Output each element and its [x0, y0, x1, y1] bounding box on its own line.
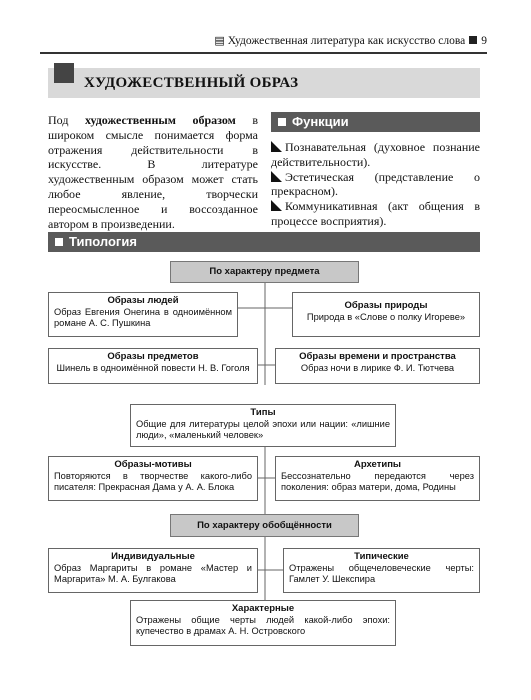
box-characteristic — [130, 600, 396, 646]
book-icon: ▤ — [214, 35, 225, 48]
box-text: Образ Маргариты в романе «Мастер и Маргарита» М. А. Булгакова — [54, 562, 252, 585]
box-text: Природа в «Слове о полку Игореве» — [306, 311, 466, 322]
box-text: Шинель в одноимённой повести Н. В. Гоголя — [56, 362, 250, 373]
box-typical — [283, 548, 480, 593]
box-text: Бессознательно передаются через поколения: образ матери, дома, Родины — [281, 470, 474, 493]
box-individual — [48, 548, 258, 593]
box-object-images — [48, 348, 258, 384]
intro-post: в широком смысле понимается форма отражения действительности в искусстве. В литературе художественным образом может стать любое явление, творчески переосмысленное и воссозданное автором в произведении. — [48, 113, 258, 231]
group-by-generalization-label: По характеру обобщённости — [170, 514, 359, 537]
functions-heading: Функции — [292, 114, 349, 129]
running-title: Художественная литература как искусство слова — [227, 35, 466, 47]
box-title: Типы — [250, 407, 276, 418]
group-by-subject-label: По характеру предмета — [170, 261, 359, 283]
box-nature-images — [292, 292, 480, 337]
intro-pre: Под — [48, 113, 85, 127]
box-text: Образ Евгения Онегина в одноимённом романе А. С. Пушкина — [54, 306, 232, 329]
box-text: Образ ночи в лирике Ф. И. Тютчева — [300, 362, 455, 373]
box-title: Характерные — [231, 603, 295, 614]
box-title: Образы предметов — [107, 351, 199, 362]
function-item-text: Коммуникативная (акт общения в процессе восприятия). — [271, 199, 480, 228]
box-title: Образы людей — [107, 295, 179, 306]
box-title: Образы-мотивы — [114, 459, 192, 470]
box-title: Типические — [354, 551, 409, 562]
box-types — [130, 404, 396, 447]
function-item-text: Познавательная (духовное познание действительности). — [271, 140, 480, 169]
box-text: Общие для литературы целой эпохи или нации: «лишние люди», «маленький человек» — [136, 418, 390, 441]
function-item-text: Эстетическая (представление о прекрасном). — [271, 169, 480, 199]
box-time-space-images — [275, 348, 480, 384]
chapter-title: ХУДОЖЕСТВЕННЫЙ ОБРАЗ — [84, 75, 299, 91]
box-text: Повторяются в творчестве какого-либо писателя: Прекрасная Дама у А. А. Блока — [54, 470, 252, 493]
box-title: Образы природы — [344, 300, 428, 311]
box-archetypes — [275, 456, 480, 501]
box-title: Образы времени и пространства — [299, 351, 456, 362]
box-text: Отражены общие черты людей какой-либо эпохи: купечество в драмах А. Н. Островского — [136, 614, 390, 637]
box-title: Индивидуальные — [111, 551, 195, 562]
box-title: Архетипы — [353, 459, 402, 470]
box-text: Отражены общечеловеческие черты: Гамлет У. Шекспира — [289, 562, 474, 585]
box-people-images — [48, 292, 238, 337]
box-motif-images — [48, 456, 258, 501]
typology-heading: Типология — [69, 234, 137, 249]
intro-term: художественным образом — [84, 113, 236, 127]
page-number: 9 — [481, 35, 487, 47]
